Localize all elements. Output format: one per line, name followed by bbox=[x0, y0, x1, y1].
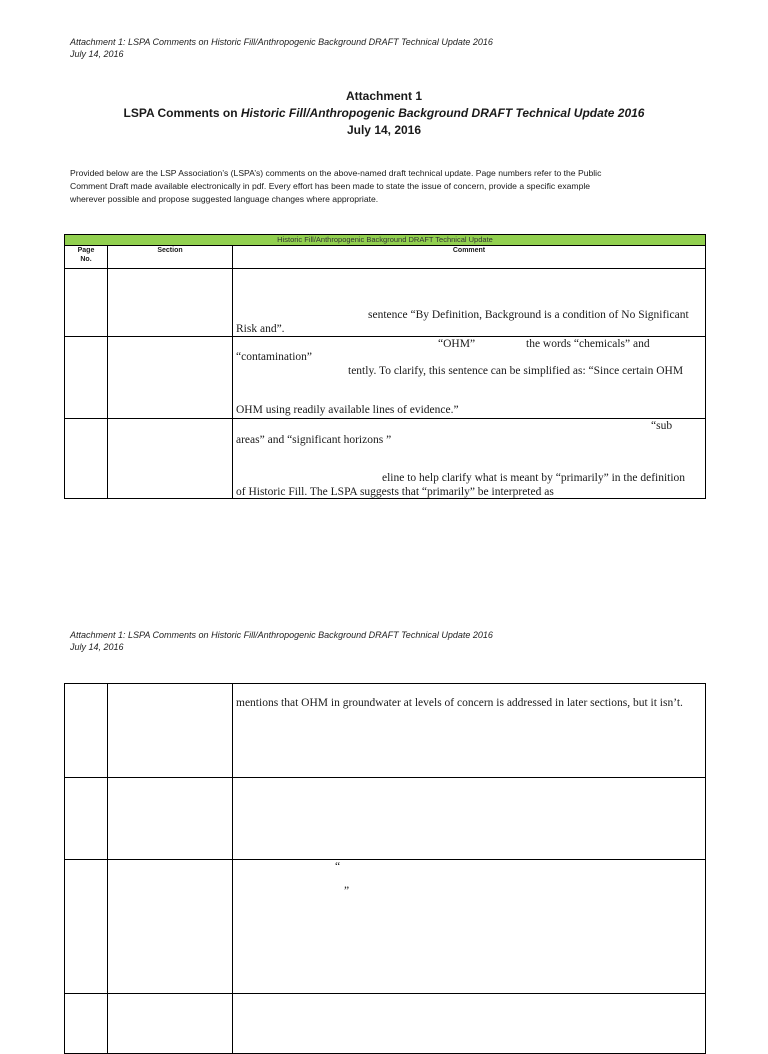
table-row bbox=[65, 684, 706, 778]
comment-cell: sentence “By Definition, Background is a condition of No Significant Risk and”. bbox=[233, 269, 706, 337]
page-cell bbox=[65, 269, 108, 337]
page-cell bbox=[65, 419, 108, 499]
table-row bbox=[65, 337, 706, 419]
section-cell bbox=[108, 269, 233, 337]
page-cell bbox=[65, 337, 108, 419]
comment-cell: mentions that OHM in groundwater at levels of concern is addressed in later sections, but it isn’t. bbox=[233, 684, 706, 778]
comments-table bbox=[64, 234, 706, 499]
title-line-2: LSPA Comments on Historic Fill/Anthropogenic Background DRAFT Technical Update 2016 bbox=[123, 106, 645, 120]
column-header-page: Page No. bbox=[65, 246, 108, 269]
section-cell bbox=[108, 337, 233, 419]
title-line-3: July 14, 2016 bbox=[346, 123, 422, 137]
section-cell bbox=[108, 419, 233, 499]
comments-table-continued bbox=[64, 683, 706, 1054]
running-head-title: Attachment 1: LSPA Comments on Historic Fill/Anthropogenic Background DRAFT Technical Update 2016 bbox=[70, 630, 493, 640]
running-head-title: Attachment 1: LSPA Comments on Historic Fill/Anthropogenic Background DRAFT Technical Update 2016 bbox=[70, 37, 493, 47]
column-header-section: Section bbox=[108, 246, 233, 269]
comment-cell: “OHM” the words “chemicals” and “contamination” tently. To clarify, this sentence can be simplified as: “Since certain OHM OHM using readily available lines of evidence.” bbox=[233, 337, 706, 419]
comment-cell: “ ” bbox=[233, 860, 706, 994]
comment-cell bbox=[233, 778, 706, 860]
table-row bbox=[65, 269, 706, 337]
running-head-date: July 14, 2016 bbox=[70, 49, 124, 59]
section-cell bbox=[108, 860, 233, 994]
page-cell bbox=[65, 684, 108, 778]
column-header-comment: Comment bbox=[233, 246, 706, 269]
table-banner: Historic Fill/Anthropogenic Background DRAFT Technical Update bbox=[65, 235, 706, 246]
table-row bbox=[65, 419, 706, 499]
running-head-date: July 14, 2016 bbox=[70, 642, 124, 652]
section-cell bbox=[108, 684, 233, 778]
page-cell bbox=[65, 778, 108, 860]
comment-cell: “sub areas” and “significant horizons ” eline to help clarify what is meant by “primarily” in the definition of Historic Fill. The LSPA suggests that “primarily” be interpreted as bbox=[233, 419, 706, 499]
intro-paragraph: Provided below are the LSP Association’s (LSPA’s) comments on the above-named draft technical update. Page numbers refer to the Public Comment Draft made available electronically in pdf. Every effort has been made to state the issue of concern, provide a specific example wherever possible and propose suggested language changes where appropriate. bbox=[70, 168, 602, 204]
running-head bbox=[70, 629, 493, 653]
page-cell bbox=[65, 860, 108, 994]
title-line-1: Attachment 1 bbox=[345, 89, 422, 103]
document-page-2 bbox=[0, 600, 768, 1024]
section-cell bbox=[108, 778, 233, 860]
table-row bbox=[65, 860, 706, 994]
table-row bbox=[65, 778, 706, 860]
document-title bbox=[0, 88, 768, 139]
running-head bbox=[70, 36, 493, 60]
